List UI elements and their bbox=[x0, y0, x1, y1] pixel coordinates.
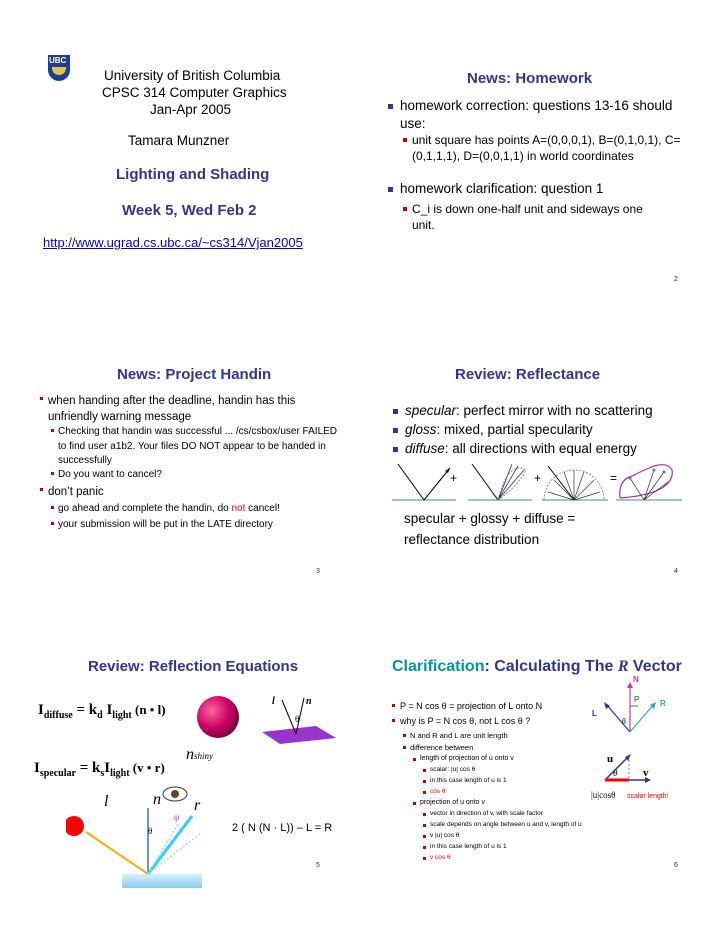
label-P: P bbox=[634, 695, 640, 704]
title-vector: Vector bbox=[628, 658, 682, 675]
specular-diagram bbox=[66, 786, 226, 888]
label-n: n bbox=[306, 696, 312, 707]
eq-sub-light: light bbox=[112, 710, 132, 721]
s3-bullet-2a-pre: go ahead and complete the handin, do bbox=[58, 503, 232, 514]
diffuse-equation bbox=[38, 702, 166, 721]
slide-2-title: News: Homework bbox=[467, 70, 593, 87]
page-number: 2 bbox=[674, 276, 678, 283]
plus-sign-1: + bbox=[450, 471, 458, 485]
label-r-bar: r bbox=[194, 797, 201, 814]
title-clarification: Clarification bbox=[392, 658, 485, 675]
label-L: L bbox=[592, 709, 597, 718]
label-theta-1: θ bbox=[148, 826, 153, 836]
label-N: N bbox=[633, 676, 639, 684]
s6-bullet-2b2d: in this case length of u is 1 bbox=[430, 842, 650, 852]
s6-bullet-2b2e: v cos θ bbox=[430, 853, 650, 863]
reflection-formula: 2 ( N (N · L)) – L = R bbox=[232, 822, 333, 834]
reflectance-diagram bbox=[392, 462, 682, 512]
lecture-title: Lighting and Shading bbox=[116, 166, 270, 183]
ubc-logo-crest bbox=[52, 67, 66, 75]
eq-i-light-spec: I bbox=[104, 760, 111, 776]
s2-bullet-2: homework clarification: question 1 bbox=[400, 180, 680, 198]
reflectance-summary: specular + glossy + diffuse = reflectance distribution bbox=[404, 511, 576, 547]
specular-equation bbox=[34, 760, 165, 779]
label-n-bar: n bbox=[153, 791, 161, 808]
ubc-logo-text: UBC bbox=[49, 56, 67, 65]
plane-diagram bbox=[258, 694, 338, 744]
s6-bullet-2b1a: scalar: |u| cos θ bbox=[430, 765, 580, 775]
ubc-logo bbox=[48, 55, 70, 81]
slide-6-title bbox=[392, 658, 682, 676]
s6-bullet-2b: difference between bbox=[410, 742, 630, 753]
s6-bullet-2b1: length of projection of u onto v bbox=[420, 754, 630, 764]
eq-i: I bbox=[38, 702, 44, 718]
s2-bullet-1a: unit square has points A=(0,0,0,1), B=(0,1,0,1), C=(0,1,1,1), D=(0,0,1,1) in world coordinates bbox=[412, 133, 681, 163]
s6-bullet-2b2: projection of u onto v bbox=[420, 798, 630, 808]
s3-bullet-2a bbox=[58, 502, 338, 517]
label-l: l bbox=[272, 696, 275, 707]
equals-sign: = bbox=[610, 471, 618, 485]
s4-bullet-1 bbox=[405, 402, 695, 420]
label-scalar-length: scalar length! bbox=[627, 793, 669, 800]
label-theta-projection: θ bbox=[613, 768, 618, 778]
course-name: CPSC 314 Computer Graphics bbox=[102, 85, 287, 100]
s2-bullet-2a: C_i is down one-half unit and sideways one unit. bbox=[412, 201, 662, 233]
title-r: R bbox=[617, 658, 629, 675]
s4-term-specular: specular bbox=[405, 403, 457, 418]
lecture-date: Week 5, Wed Feb 2 bbox=[122, 202, 257, 219]
s4-bullet-3 bbox=[405, 440, 695, 458]
eq-k-spec: = k bbox=[75, 760, 101, 776]
eq-sub-s: s bbox=[100, 768, 105, 779]
s3-bullet-1a: Checking that handin was successful ... /cs/csbox/user FAILED to find user a1b2. Your files DO NOT appear to be handed in successfully bbox=[58, 425, 338, 469]
slide-3-title: News: Project Handin bbox=[117, 366, 272, 383]
s4-bullet-2-text: : mixed, partial specularity bbox=[436, 422, 593, 437]
university-name: University of British Columbia bbox=[104, 68, 281, 83]
projection-diagram bbox=[585, 752, 720, 802]
s6-bullet-2b1b: in this case length of u is 1 bbox=[430, 776, 580, 786]
eq-sub-diffuse: diffuse bbox=[43, 710, 73, 721]
s6-bullet-2b1c: cos θ bbox=[430, 787, 580, 797]
s3-bullet-1b: Do you want to cancel? bbox=[58, 468, 338, 483]
sphere-diffuse bbox=[197, 696, 239, 738]
label-theta: θ bbox=[295, 714, 300, 724]
page-number: 5 bbox=[316, 862, 320, 869]
author: Tamara Munzner bbox=[128, 133, 230, 148]
s3-bullet-2: don’t panic bbox=[48, 484, 328, 500]
slide-5-title: Review: Reflection Equations bbox=[88, 658, 299, 675]
s6-bullet-2a: N and R and L are unit length bbox=[410, 730, 630, 741]
eq-k: = k bbox=[72, 702, 98, 718]
plus-sign-2: + bbox=[534, 471, 542, 485]
eq-sub-light-spec: light bbox=[110, 768, 130, 779]
s6-bullet-2b2a: vector in direction of v, with scale factor bbox=[430, 809, 650, 819]
eq-sub-specular: specular bbox=[39, 768, 76, 779]
shininess-exponent bbox=[186, 746, 213, 764]
label-phi: φ bbox=[174, 812, 180, 822]
page-number: 4 bbox=[674, 568, 678, 575]
eq-vr: (v • r) bbox=[129, 760, 165, 775]
s6-bullet-2: why is P = N cos θ, not L cos θ ? bbox=[400, 715, 630, 728]
s3-bullet-1: when handing after the deadline, handin has this unfriendly warning message bbox=[48, 393, 338, 425]
eq-i-light: I bbox=[102, 702, 113, 718]
page-number: 3 bbox=[316, 568, 320, 575]
page-number: 6 bbox=[674, 862, 678, 869]
term: Jan-Apr 2005 bbox=[150, 102, 232, 117]
s3-bullet-2a-not: not bbox=[231, 503, 246, 514]
eq-i-spec: I bbox=[34, 760, 40, 776]
eq-nl: (n • l) bbox=[131, 702, 166, 717]
label-u: u bbox=[607, 753, 614, 765]
label-v: v bbox=[643, 767, 649, 779]
s4-bullet-2 bbox=[405, 421, 695, 439]
exp-n: n bbox=[186, 746, 194, 763]
s4-term-diffuse: diffuse bbox=[405, 441, 445, 456]
label-R: R bbox=[660, 699, 666, 708]
s6-bullet-1: P = N cos θ = projection of L onto N bbox=[400, 700, 630, 713]
s4-bullet-1-text: : perfect mirror with no scattering bbox=[456, 403, 653, 418]
title-middle: : Calculating The bbox=[484, 658, 618, 675]
s4-term-gloss: gloss bbox=[405, 422, 437, 437]
label-l-bar: l bbox=[104, 793, 109, 810]
slide-4-title: Review: Reflectance bbox=[455, 366, 601, 383]
s6-bullet-2b2b: scale depends on angle between u and v, length of u bbox=[430, 820, 670, 830]
s4-bullet-3-text: : all directions with equal energy bbox=[444, 441, 637, 456]
s6-bullet-2b2c: v |u| cos θ bbox=[430, 831, 650, 841]
reflection-vector-diagram bbox=[592, 676, 672, 736]
exp-shiny: shiny bbox=[194, 751, 213, 761]
course-url-link[interactable]: http://www.ugrad.cs.ubc.ca/~cs314/Vjan2005 bbox=[43, 235, 303, 250]
s3-bullet-2b: your submission will be put in the LATE directory bbox=[58, 518, 338, 533]
eq-sub-d: d bbox=[97, 710, 103, 721]
label-theta-diagram: θ bbox=[622, 717, 626, 726]
label-ucos: |u|cosθ bbox=[591, 790, 616, 800]
s2-bullet-1: homework correction: questions 13-16 should use: bbox=[400, 97, 680, 132]
s3-bullet-2a-post: cancel! bbox=[245, 503, 280, 514]
